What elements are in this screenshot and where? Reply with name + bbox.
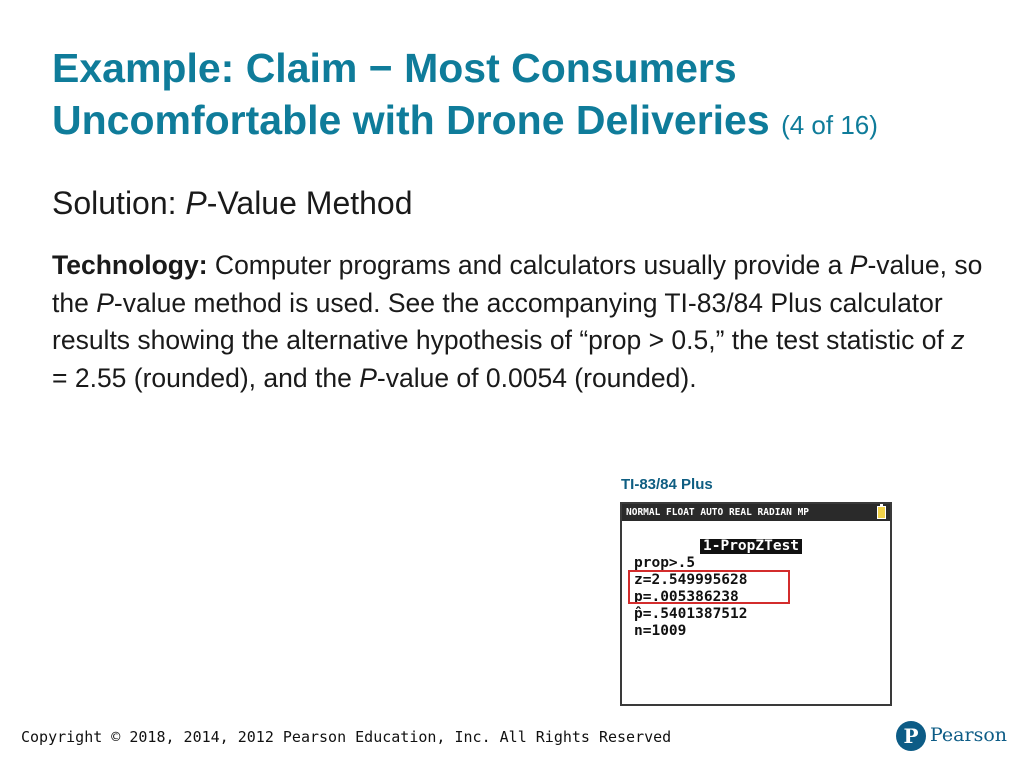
technology-label: Technology: <box>52 250 208 280</box>
subtitle-italic-p: P <box>185 185 207 221</box>
calculator-line-z: z=2.549995628 <box>634 572 748 588</box>
calculator-line-p: p=.005386238 <box>634 589 739 605</box>
pearson-logo-glyph <box>896 721 926 751</box>
pearson-logo-text: Pearson <box>930 724 1008 746</box>
body-segment-2: -value, so the <box>52 250 983 318</box>
calculator-status-bar <box>622 504 890 521</box>
subtitle-prefix: Solution: <box>52 185 186 221</box>
result-highlight-box <box>628 570 790 604</box>
body-italic-p-2: P <box>96 287 114 318</box>
body-segment-1: Computer programs and calculators usually provide a <box>207 250 850 280</box>
calculator-line-phat: p̂=.5401387512 <box>634 606 748 622</box>
body-segment-5: -value of 0.0054 (rounded). <box>376 362 697 393</box>
body-segment-3: -value method is used. See the accompanying TI-83/84 Plus calculator results showing the alternative hypothesis of “prop > 0.5,” the test statistic of <box>52 287 952 355</box>
technology-paragraph <box>52 247 987 397</box>
slide-title <box>52 42 992 151</box>
subtitle-suffix: -Value Method <box>206 185 413 221</box>
slide-title-main: Example: Claim − Most Consumers Uncomfortable with Drone Deliveries <box>52 45 770 143</box>
pearson-logo-letter: P <box>903 724 919 748</box>
slide-count: (4 of 16) <box>781 110 878 140</box>
calculator-line-prop: prop>.5 <box>634 555 696 571</box>
body-italic-p-3: P <box>359 362 377 393</box>
body-italic-z: z <box>951 325 965 355</box>
copyright-notice: Copyright © 2018, 2014, 2012 Pearson Education, Inc. All Rights Reserved <box>21 728 672 746</box>
calculator-line-n: n=1009 <box>634 623 687 639</box>
calculator-status-text: NORMAL FLOAT AUTO REAL RADIAN MP <box>626 507 810 518</box>
pearson-logo-icon <box>896 721 926 751</box>
calculator-screen <box>620 502 892 706</box>
body-segment-4: = 2.55 (rounded), and the <box>52 362 360 393</box>
calculator-test-name: 1-PropZTest <box>700 539 802 554</box>
calculator-model-label: TI-83/84 Plus <box>621 476 713 493</box>
battery-icon <box>877 506 886 519</box>
slide-subtitle <box>52 181 413 225</box>
body-italic-p-1: P <box>849 250 868 280</box>
